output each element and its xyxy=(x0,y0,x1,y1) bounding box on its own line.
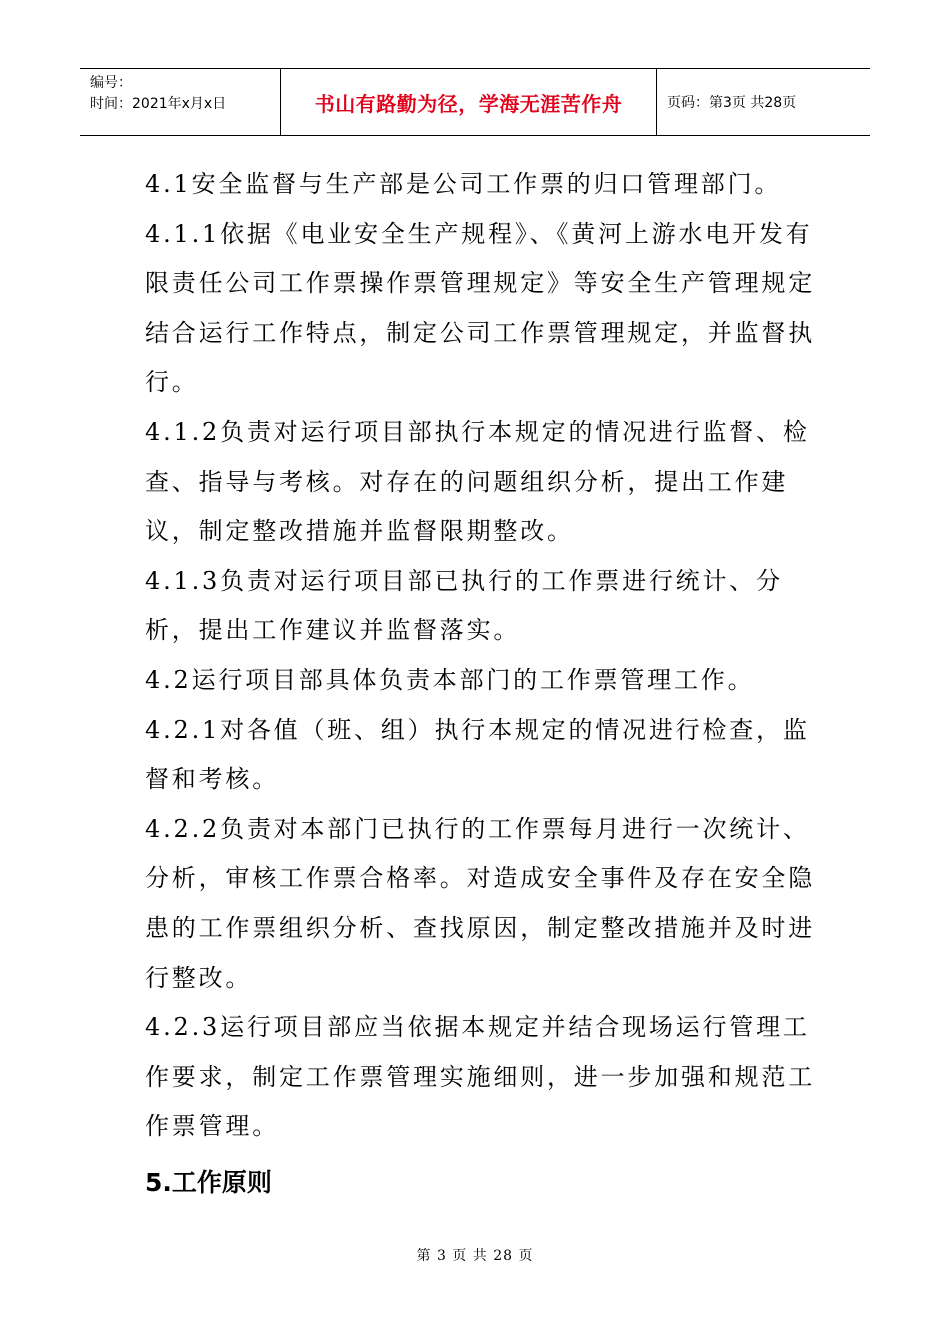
paragraph-4-1-3: 4.1.3负责对运行项目部已执行的工作票进行统计、分析，提出工作建议并监督落实。 xyxy=(145,566,783,645)
paragraph-4-1: 4.1安全监督与生产部是公司工作票的归口管理部门。 xyxy=(145,170,782,198)
header-meta-cell xyxy=(80,69,281,135)
document-date: 时间：2021年x月x日 xyxy=(90,96,227,112)
paragraph-4-2: 4.2运行项目部具体负责本部门的工作票管理工作。 xyxy=(145,665,755,694)
page-footer: 第 3 页 共 28 页 xyxy=(416,1248,534,1264)
paragraph-4-1-2: 4.1.2负责对运行项目部执行本规定的情况进行监督、检查、指导与考核。对存在的问题组织分析，提出工作建议，制定整改措施并监督限期整改。 xyxy=(145,417,810,546)
document-body xyxy=(145,160,815,1208)
header-page-info: 页码：第3页 共28页 xyxy=(667,95,797,111)
document-number-label: 编号： xyxy=(90,75,132,91)
paragraph-4-2-1: 4.2.1对各值（班、组）执行本规定的情况进行检查，监督和考核。 xyxy=(145,715,810,794)
header-page-cell xyxy=(657,69,870,135)
header-motto: 书山有路勤为径，学海无涯苦作舟 xyxy=(314,91,623,116)
page-header xyxy=(80,68,870,136)
paragraph-4-1-1: 4.1.1依据《电业安全生产规程》、《黄河上游水电开发有限责任公司工作票操作票管理规定》等安全生产管理规定结合运行工作特点，制定公司工作票管理规定，并监督执行。 xyxy=(145,219,815,397)
paragraph-4-2-2: 4.2.2负责对本部门已执行的工作票每月进行一次统计、分析，审核工作票合格率。对造成安全事件及存在安全隐患的工作票组织分析、查找原因，制定整改措施并及时进行整改。 xyxy=(145,814,815,992)
paragraph-4-2-3: 4.2.3运行项目部应当依据本规定并结合现场运行管理工作要求，制定工作票管理实施细则，进一步加强和规范工作票管理。 xyxy=(145,1013,815,1141)
header-motto-cell xyxy=(281,69,657,135)
section-heading-5: 5.工作原则 xyxy=(145,1167,272,1197)
